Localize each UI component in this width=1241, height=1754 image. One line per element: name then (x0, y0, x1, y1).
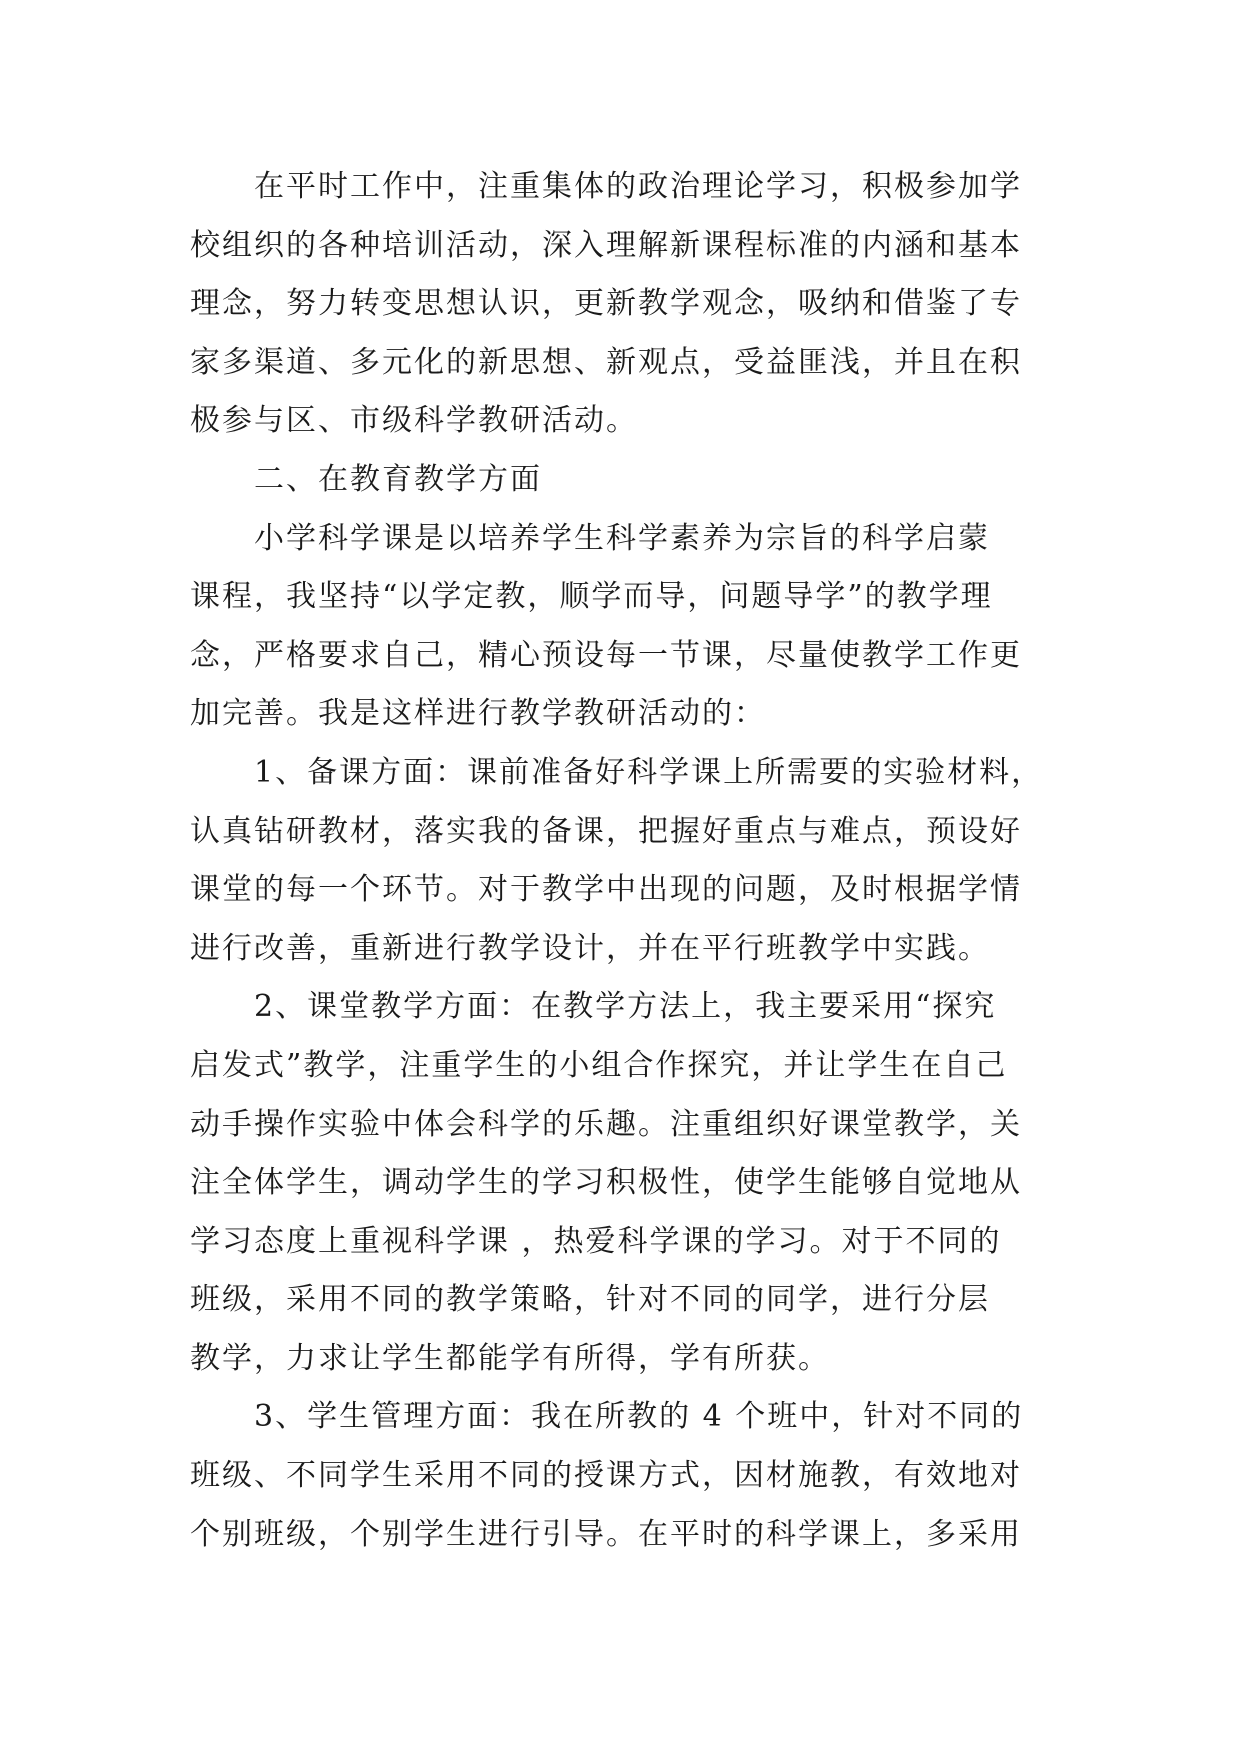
text-line: 动手操作实验中体会科学的乐趣。注重组织好课堂教学，关 (190, 1106, 1022, 1142)
text-line: 认真钻研教材，落实我的备课，把握好重点与难点，预设好 (190, 813, 1022, 849)
section-heading: 二、在教育教学方面 (254, 461, 542, 497)
text-line: 在平时工作中，注重集体的政治理论学习，积极参加学 (254, 169, 1022, 204)
text-line: 班级，采用不同的教学策略，针对不同的同学，进行分层 (190, 1282, 990, 1318)
text-line: 加完善。我是这样进行教学教研活动的： (190, 696, 766, 732)
text-line: 3、学生管理方面：我在所教的 4 个班中，针对不同的 (254, 1399, 1024, 1435)
text-line: 校组织的各种培训活动，深入理解新课程标准的内涵和基本 (190, 227, 1022, 263)
text-line: 个别班级，个别学生进行引导。在平时的科学课上，多采用 (190, 1516, 1022, 1552)
text-line: 教学，力求让学生都能学有所得，学有所获。 (190, 1340, 830, 1376)
text-line: 课堂的每一个环节。对于教学中出现的问题，及时根据学情 (190, 872, 1022, 908)
text-line: 2、课堂教学方面：在教学方法上，我主要采用“探究 (254, 989, 997, 1025)
text-line: 课程，我坚持“以学定教，顺学而导，问题导学”的教学理 (190, 579, 993, 615)
text-line: 学习态度上重视科学课 ，热爱科学课的学习。对于不同的 (190, 1223, 1002, 1259)
text-line: 启发式”教学，注重学生的小组合作探究，并让学生在自己 (190, 1047, 1008, 1083)
text-line: 极参与区、市级科学教研活动。 (190, 403, 638, 439)
text-line: 念，严格要求自己，精心预设每一节课，尽量使教学工作更 (190, 637, 1022, 673)
text-line: 1、备课方面：课前准备好科学课上所需要的实验材料， (254, 754, 1044, 790)
text-line: 家多渠道、多元化的新思想、新观点，受益匪浅，并且在积 (190, 344, 1022, 380)
text-line: 进行改善，重新进行教学设计，并在平行班教学中实践。 (190, 930, 990, 966)
text-line: 小学科学课是以培养学生科学素养为宗旨的科学启蒙 (254, 520, 990, 556)
text-line: 注全体学生，调动学生的学习积极性，使学生能够自觉地从 (190, 1165, 1022, 1201)
text-line: 班级、不同学生采用不同的授课方式，因材施教，有效地对 (190, 1458, 1022, 1494)
document-body (190, 158, 1050, 1564)
text-line: 理念，努力转变思想认识，更新教学观念，吸纳和借鉴了专 (190, 286, 1022, 322)
